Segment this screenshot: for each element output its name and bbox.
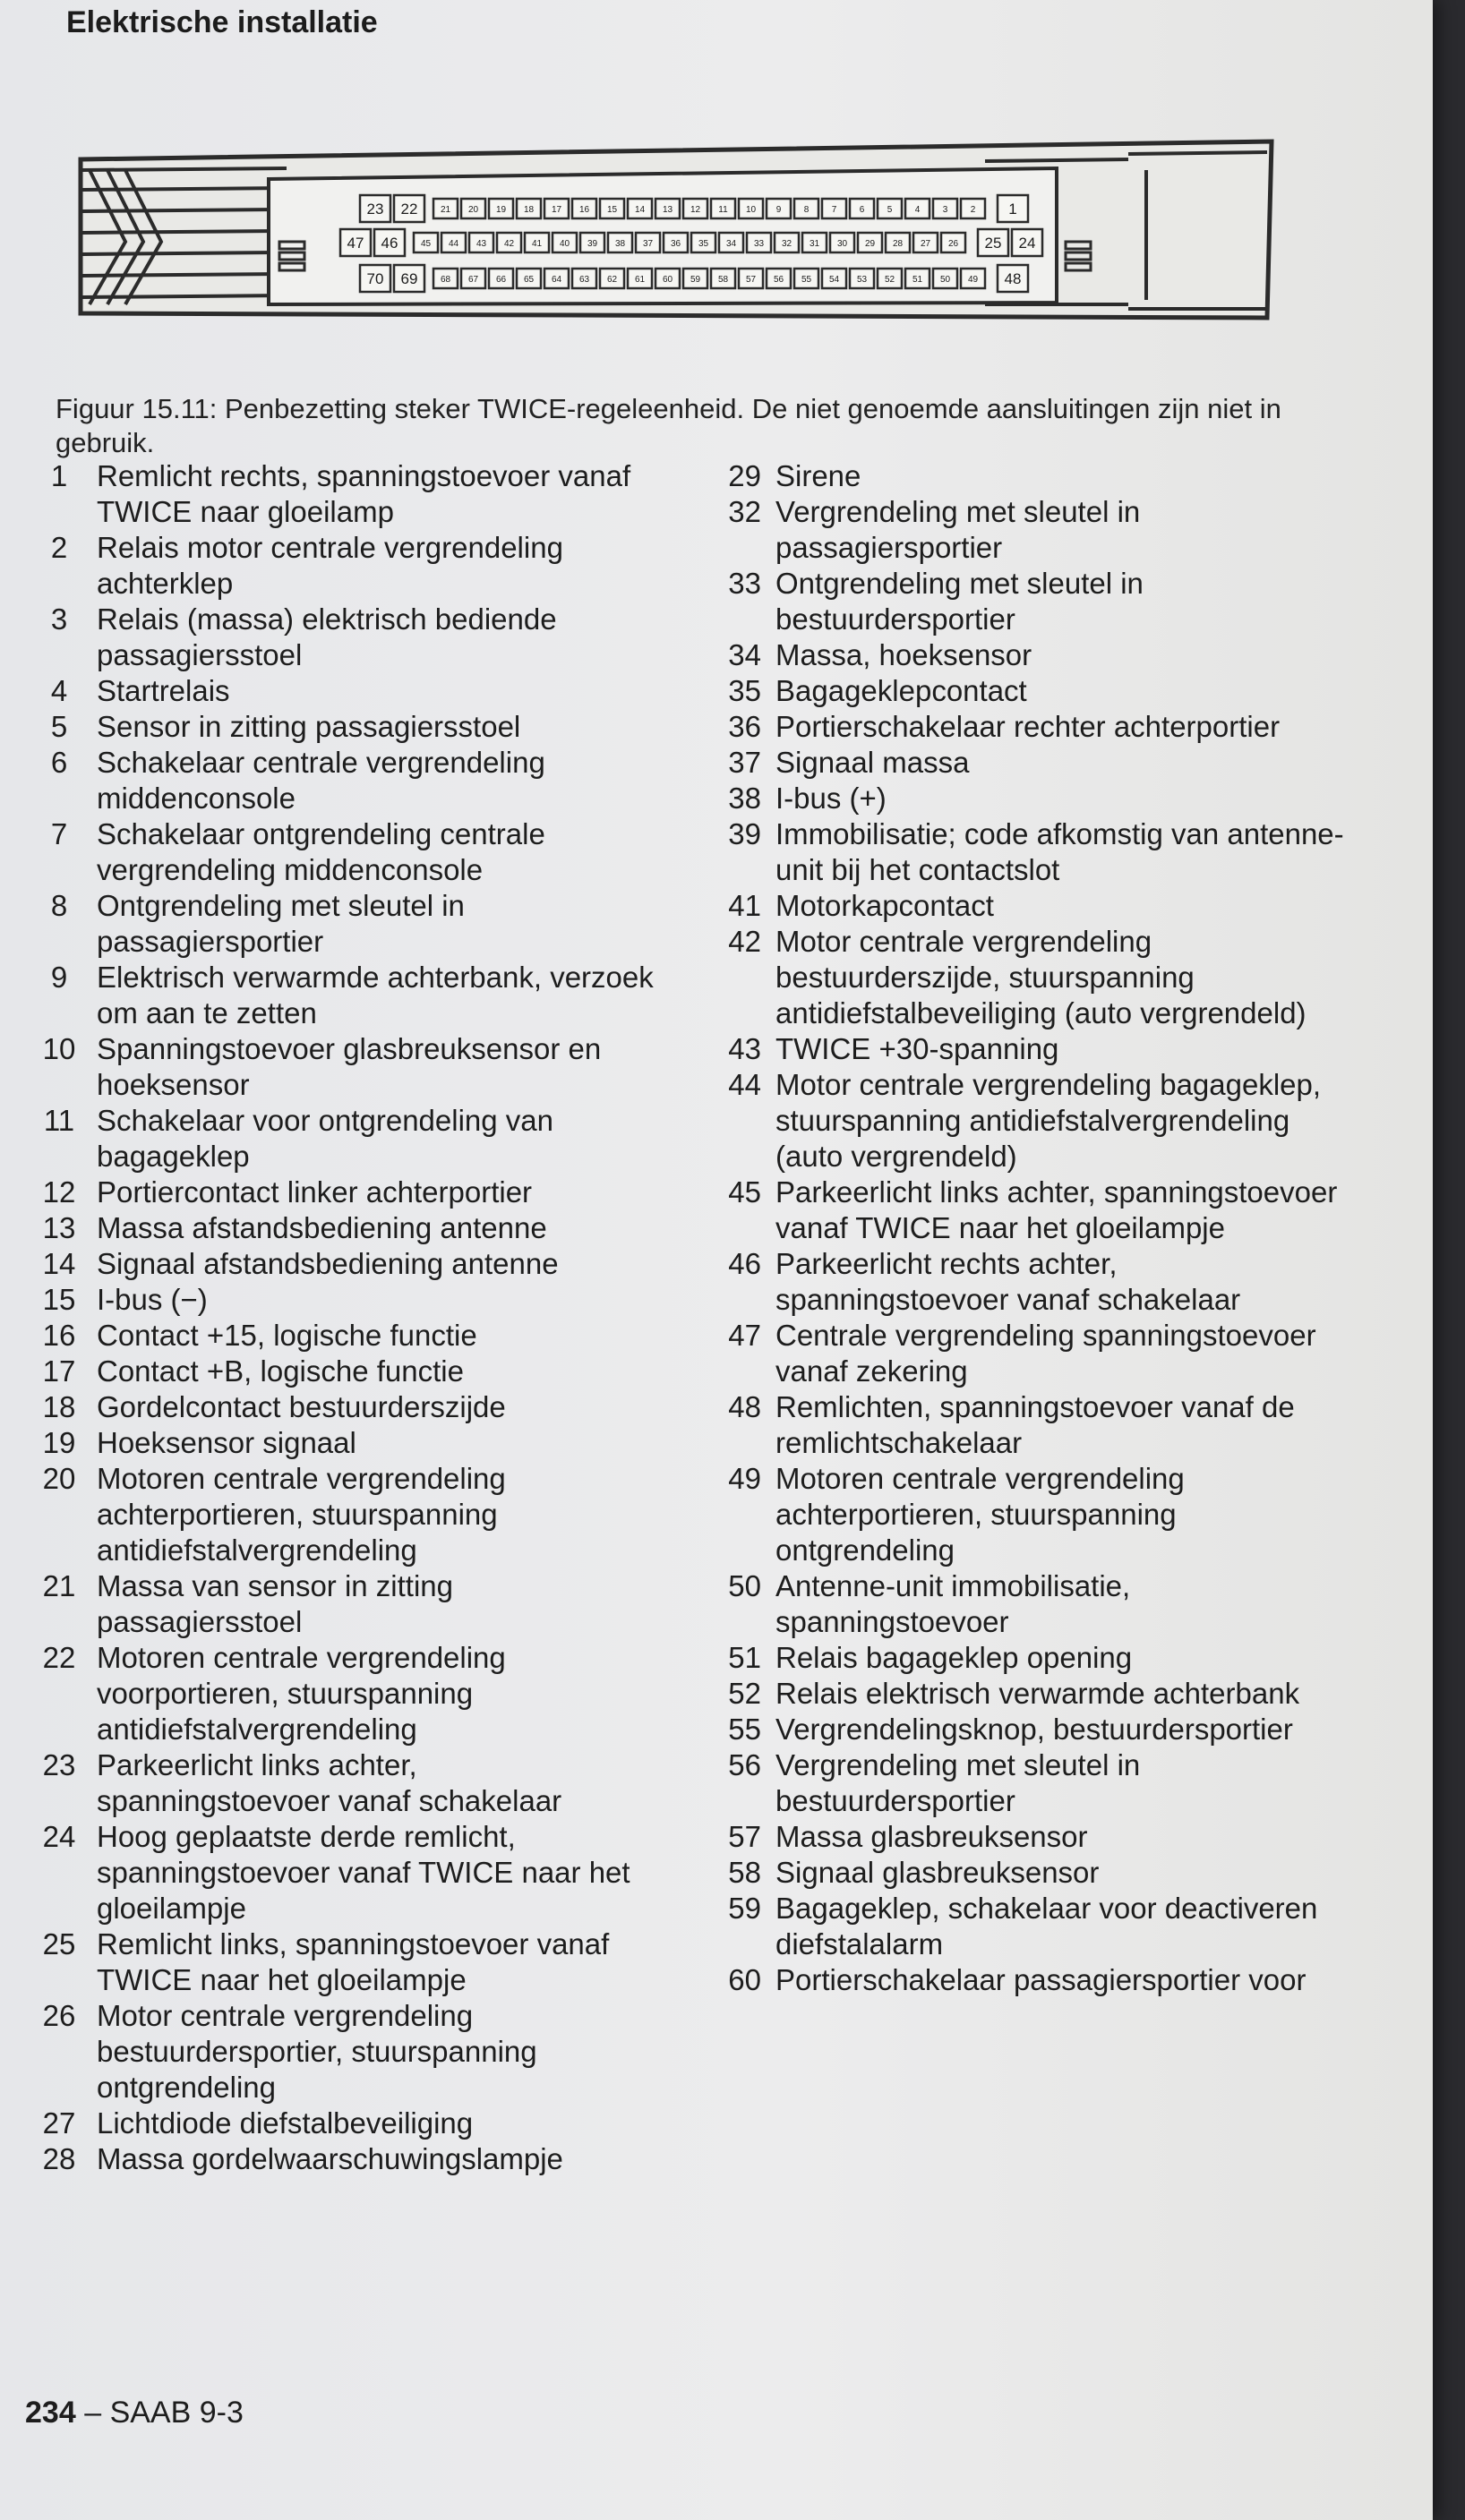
pin-number: 23 <box>42 1748 76 1781</box>
pin-entry <box>27 1282 654 1318</box>
page-footer <box>25 2396 244 2430</box>
pin-entry <box>27 602 654 673</box>
pin-number: 8 <box>50 889 68 922</box>
pin-description: Elektrisch verwarmde achterbank, verzoek om aan te zetten <box>97 961 654 1029</box>
pin-description: Contact +B, logische functie <box>97 1354 464 1388</box>
section-header: Elektrische installatie <box>66 5 378 39</box>
pin-entry <box>706 1175 1350 1246</box>
pin-number: 51 <box>728 1641 761 1674</box>
pin-description: Parkeerlicht rechts achter, spanningstoevoer vanaf schakelaar <box>775 1247 1241 1316</box>
pin-entry <box>706 1568 1350 1640</box>
pin-number: 50 <box>728 1569 761 1602</box>
pin-label: 22 <box>400 201 418 218</box>
pin-label: 7 <box>831 205 837 215</box>
pin-number: 21 <box>42 1569 76 1602</box>
pin-number: 1 <box>50 459 68 492</box>
pin-entry <box>706 888 1350 924</box>
pin-entry <box>706 1461 1350 1568</box>
pin-entry <box>706 1747 1350 1819</box>
pin-description: Bagageklep, schakelaar voor deactiveren diefstalalarm <box>775 1892 1318 1960</box>
pin-number: 39 <box>728 817 761 850</box>
pin-entry <box>27 816 654 888</box>
pin-description: Ontgrendeling met sleutel in bestuurdersportier <box>775 567 1144 636</box>
pin-entry <box>706 924 1350 1031</box>
pin-entry <box>27 1246 654 1282</box>
pin-number: 37 <box>728 746 761 779</box>
pin-label: 8 <box>803 205 810 215</box>
book-title: SAAB 9-3 <box>109 2396 244 2430</box>
pin-description: Portiercontact linker achterportier <box>97 1175 533 1209</box>
pin-rows <box>340 195 1042 292</box>
pin-label: 41 <box>531 239 543 249</box>
pin-number: 9 <box>50 961 68 994</box>
pin-label: 28 <box>892 239 904 249</box>
pin-number: 33 <box>728 567 761 600</box>
pin-label: 47 <box>347 235 364 252</box>
pin-entry <box>27 1998 654 2106</box>
pin-description: I-bus (−) <box>97 1283 208 1316</box>
pin-description: Schakelaar voor ontgrendeling van bagageklep <box>97 1104 554 1173</box>
pin-description: Sensor in zitting passagiersstoel <box>97 710 521 743</box>
pin-description: Parkeerlicht links achter, spanningstoevoer vanaf schakelaar <box>97 1748 562 1817</box>
pin-label: 11 <box>718 205 728 215</box>
pin-label: 10 <box>745 205 757 215</box>
pin-entry <box>706 1962 1350 1998</box>
pin-entry <box>706 709 1350 745</box>
pin-label: 59 <box>690 275 701 285</box>
pin-description: Massa gordelwaarschuwingslampje <box>97 2142 563 2175</box>
pin-number: 41 <box>728 889 761 922</box>
pin-entry <box>706 494 1350 566</box>
pin-number: 18 <box>42 1390 76 1423</box>
pin-entry <box>706 1067 1350 1175</box>
pin-entry <box>27 1819 654 1926</box>
pin-entry <box>706 458 1350 494</box>
pin-entry <box>706 1031 1350 1067</box>
pin-description: Portierschakelaar passagiersportier voor <box>775 1963 1307 1996</box>
pin-label: 20 <box>467 205 479 215</box>
pin-label: 2 <box>970 205 976 215</box>
pin-label: 65 <box>523 275 535 285</box>
footer-separator: – <box>84 2396 102 2430</box>
pin-description: Schakelaar ontgrendeling centrale vergrendeling middenconsole <box>97 817 545 886</box>
pin-description: Remlicht links, spanningstoevoer vanaf TWICE naar het gloeilampje <box>97 1927 610 1996</box>
pin-label: 64 <box>551 275 562 285</box>
pin-entry <box>27 1568 654 1640</box>
pin-label: 70 <box>366 270 384 287</box>
pin-entry <box>706 781 1350 816</box>
pin-label: 19 <box>495 205 507 215</box>
pin-list-left <box>27 458 654 2177</box>
pin-label: 37 <box>642 239 654 249</box>
pin-description: Hoeksensor signaal <box>97 1426 356 1459</box>
pin-label: 57 <box>745 275 757 285</box>
pin-entry <box>706 1855 1350 1891</box>
pin-label: 1 <box>1008 201 1017 218</box>
pin-label: 56 <box>773 275 784 285</box>
pin-label: 69 <box>400 270 418 287</box>
pin-number: 25 <box>42 1927 76 1960</box>
pin-description: Massa glasbreuksensor <box>775 1820 1088 1853</box>
pin-entry <box>27 2106 654 2141</box>
pin-number: 38 <box>728 782 761 815</box>
pin-description: Vergrendeling met sleutel in bestuurdersportier <box>775 1748 1141 1817</box>
pin-label: 12 <box>690 205 701 215</box>
pin-number: 58 <box>728 1856 761 1889</box>
pin-label: 23 <box>366 201 384 218</box>
pin-label: 68 <box>440 275 451 285</box>
pin-label: 14 <box>634 205 646 215</box>
pin-label: 27 <box>920 239 931 249</box>
pin-label: 38 <box>614 239 626 249</box>
pin-entry <box>27 2141 654 2177</box>
pin-description: Schakelaar centrale vergrendeling middenconsole <box>97 746 545 815</box>
pin-entry <box>706 637 1350 673</box>
pin-entry <box>27 1031 654 1103</box>
pin-label: 31 <box>809 239 820 249</box>
pin-description: Signaal afstandsbediening antenne <box>97 1247 559 1280</box>
pin-description: Vergrendeling met sleutel in passagiersportier <box>775 495 1141 564</box>
pin-number: 3 <box>50 602 68 636</box>
pin-number: 4 <box>50 674 68 707</box>
pin-description: Remlichten, spanningstoevoer vanaf de remlichtschakelaar <box>775 1390 1295 1459</box>
pin-entry <box>27 1640 654 1747</box>
pin-number: 46 <box>728 1247 761 1280</box>
pin-description: Immobilisatie; code afkomstig van antenne-unit bij het contactslot <box>775 817 1344 886</box>
pin-number: 49 <box>728 1462 761 1495</box>
pin-entry <box>706 816 1350 888</box>
pin-number: 28 <box>42 2142 76 2175</box>
pin-description: Relais (massa) elektrisch bediende passagiersstoel <box>97 602 557 671</box>
pin-label: 54 <box>828 275 840 285</box>
pin-label: 48 <box>1004 270 1022 287</box>
pin-entry <box>706 1640 1350 1676</box>
pin-description: Ontgrendeling met sleutel in passagiersportier <box>97 889 465 958</box>
pin-entry <box>706 1318 1350 1389</box>
pin-description: Motor centrale vergrendeling bestuurdersportier, stuurspanning ontgrendeling <box>97 1999 537 2104</box>
pin-number: 42 <box>728 925 761 958</box>
pin-label: 5 <box>887 205 893 215</box>
pin-label: 6 <box>859 205 865 215</box>
pin-label: 51 <box>912 275 923 285</box>
pin-entry <box>706 1676 1350 1712</box>
pin-description: I-bus (+) <box>775 782 887 815</box>
pin-number: 57 <box>728 1820 761 1853</box>
pin-entry <box>27 1747 654 1819</box>
pin-number: 17 <box>42 1354 76 1388</box>
pin-number: 20 <box>42 1462 76 1495</box>
pin-description: Hoog geplaatste derde remlicht, spanningstoevoer vanaf TWICE naar het gloeilampje <box>97 1820 630 1925</box>
pin-label: 44 <box>448 239 459 249</box>
pin-number: 6 <box>50 746 68 779</box>
pin-entry <box>706 1819 1350 1855</box>
pin-entry <box>27 1318 654 1354</box>
pin-description: Relais motor centrale vergrendeling achterklep <box>97 531 563 600</box>
connector-pinout-figure <box>72 134 1289 358</box>
pin-label: 17 <box>551 205 562 215</box>
pin-description: Motoren centrale vergrendeling voorportieren, stuurspanning antidiefstalvergrendeling <box>97 1641 506 1746</box>
pin-entry <box>27 1103 654 1175</box>
pin-number: 44 <box>728 1068 761 1101</box>
pin-number: 59 <box>728 1892 761 1925</box>
pin-entry <box>27 960 654 1031</box>
pin-label: 36 <box>670 239 681 249</box>
pin-description: Massa afstandsbediening antenne <box>97 1211 547 1244</box>
pin-number: 13 <box>42 1211 76 1244</box>
pin-label: 58 <box>717 275 729 285</box>
pin-entry <box>706 1389 1350 1461</box>
pin-label: 16 <box>578 205 590 215</box>
pin-number: 5 <box>50 710 68 743</box>
pin-number: 12 <box>42 1175 76 1209</box>
pin-description: Signaal massa <box>775 746 970 779</box>
pin-number: 15 <box>42 1283 76 1316</box>
pin-description: Portierschakelaar rechter achterportier <box>775 710 1281 743</box>
pin-number: 48 <box>728 1390 761 1423</box>
pin-label: 42 <box>503 239 515 249</box>
pin-label: 30 <box>836 239 848 249</box>
pin-number: 55 <box>728 1713 761 1746</box>
pin-label: 13 <box>662 205 673 215</box>
pin-number: 56 <box>728 1748 761 1781</box>
pin-number: 60 <box>728 1963 761 1996</box>
pin-entry <box>27 1926 654 1998</box>
pin-description: Parkeerlicht links achter, spanningstoevoer vanaf TWICE naar het gloeilampje <box>775 1175 1338 1244</box>
pin-label: 9 <box>775 205 782 215</box>
pin-entry <box>706 566 1350 637</box>
pin-number: 52 <box>728 1677 761 1710</box>
pin-entry <box>27 1210 654 1246</box>
pin-label: 61 <box>634 275 646 285</box>
pin-entry <box>27 458 654 530</box>
pin-description: Centrale vergrendeling spanningstoevoer vanaf zekering <box>775 1319 1316 1388</box>
pin-label: 40 <box>559 239 570 249</box>
pin-description: Spanningstoevoer glasbreuksensor en hoeksensor <box>97 1032 602 1101</box>
pin-description: Motoren centrale vergrendeling achterportieren, stuurspanning ontgrendeling <box>775 1462 1185 1567</box>
pin-entry <box>706 745 1350 781</box>
pin-description: Bagageklepcontact <box>775 674 1027 707</box>
pin-label: 62 <box>606 275 618 285</box>
pin-entry <box>706 1891 1350 1962</box>
pin-label: 35 <box>698 239 709 249</box>
pin-description: Relais elektrisch verwarmde achterbank <box>775 1677 1300 1710</box>
pin-number: 10 <box>42 1032 76 1065</box>
pin-label: 4 <box>914 205 921 215</box>
pin-label: 55 <box>801 275 812 285</box>
figure-caption: Figuur 15.11: Penbezetting steker TWICE-regeleenheid. De niet genoemde aansluitingen zijn niet in gebruik. <box>56 393 1281 458</box>
pin-entry <box>27 1425 654 1461</box>
pin-entry <box>706 1246 1350 1318</box>
pin-number: 45 <box>728 1175 761 1209</box>
pin-description: Motor centrale vergrendeling bestuurderszijde, stuurspanning antidiefstalbeveiliging (auto vergrendeld) <box>775 925 1307 1029</box>
pin-description: Startrelais <box>97 674 230 707</box>
pin-number: 11 <box>43 1104 75 1137</box>
pin-entry <box>27 1354 654 1389</box>
pin-description: Massa van sensor in zitting passagiersstoel <box>97 1569 454 1638</box>
pin-number: 34 <box>728 638 761 671</box>
pin-label: 21 <box>440 205 451 215</box>
pin-label: 15 <box>606 205 618 215</box>
pin-label: 26 <box>947 239 959 249</box>
pin-description: Motorkapcontact <box>775 889 994 922</box>
pin-label: 33 <box>753 239 765 249</box>
pin-number: 47 <box>728 1319 761 1352</box>
page-number: 234 <box>25 2396 76 2430</box>
pin-label: 24 <box>1018 235 1036 252</box>
pin-description: Massa, hoeksensor <box>775 638 1032 671</box>
pin-label: 32 <box>781 239 792 249</box>
pin-number: 35 <box>728 674 761 707</box>
pin-label: 43 <box>475 239 487 249</box>
pin-number: 22 <box>42 1641 76 1674</box>
pin-description: Gordelcontact bestuurderszijde <box>97 1390 506 1423</box>
pin-entry <box>27 888 654 960</box>
pin-label: 49 <box>967 275 979 285</box>
pin-description: Relais bagageklep opening <box>775 1641 1133 1674</box>
pin-entry <box>27 709 654 745</box>
pin-label: 3 <box>942 205 948 215</box>
pin-number: 43 <box>728 1032 761 1065</box>
pin-number: 24 <box>42 1820 76 1853</box>
pin-description: Antenne-unit immobilisatie, spanningstoevoer <box>775 1569 1131 1638</box>
pin-entry <box>27 1389 654 1425</box>
pin-number: 36 <box>728 710 761 743</box>
pin-description: Vergrendelingsknop, bestuurdersportier <box>775 1713 1293 1746</box>
pin-label: 46 <box>381 235 398 252</box>
pin-number: 19 <box>42 1426 76 1459</box>
pin-entry <box>27 1175 654 1210</box>
pin-number: 2 <box>50 531 68 564</box>
pin-description: Sirene <box>775 459 861 492</box>
pin-label: 45 <box>420 239 432 249</box>
pin-label: 50 <box>939 275 951 285</box>
pin-label: 63 <box>578 275 590 285</box>
pin-description: TWICE +30-spanning <box>775 1032 1059 1065</box>
pin-number: 14 <box>42 1247 76 1280</box>
pin-number: 7 <box>50 817 68 850</box>
pin-description: Motoren centrale vergrendeling achterportieren, stuurspanning antidiefstalvergrendeling <box>97 1462 506 1567</box>
pin-label: 39 <box>587 239 598 249</box>
pin-label: 25 <box>984 235 1002 252</box>
pin-label: 18 <box>523 205 535 215</box>
pin-number: 27 <box>42 2106 76 2140</box>
pin-label: 29 <box>864 239 876 249</box>
pin-label: 67 <box>467 275 479 285</box>
pin-entry <box>27 530 654 602</box>
pin-number: 26 <box>42 1999 76 2032</box>
pin-number: 29 <box>728 459 761 492</box>
pin-list-right <box>706 458 1350 1998</box>
pin-description: Lichtdiode diefstalbeveiliging <box>97 2106 474 2140</box>
pin-label: 60 <box>662 275 673 285</box>
pin-entry <box>706 673 1350 709</box>
pin-description: Remlicht rechts, spanningstoevoer vanaf TWICE naar gloeilamp <box>97 459 631 528</box>
pin-entry <box>27 745 654 816</box>
pin-number: 32 <box>728 495 761 528</box>
pin-label: 34 <box>725 239 737 249</box>
pin-label: 53 <box>856 275 868 285</box>
pin-entry <box>706 1712 1350 1747</box>
pin-description: Contact +15, logische functie <box>97 1319 477 1352</box>
pin-description: Motor centrale vergrendeling bagageklep, stuurspanning antidiefstalvergrendeling (auto vergrendeld) <box>775 1068 1322 1173</box>
pin-description: Signaal glasbreuksensor <box>775 1856 1100 1889</box>
pin-label: 52 <box>884 275 895 285</box>
pin-entry <box>27 673 654 709</box>
pin-number: 16 <box>42 1319 76 1352</box>
pin-label: 66 <box>495 275 507 285</box>
pin-entry <box>27 1461 654 1568</box>
